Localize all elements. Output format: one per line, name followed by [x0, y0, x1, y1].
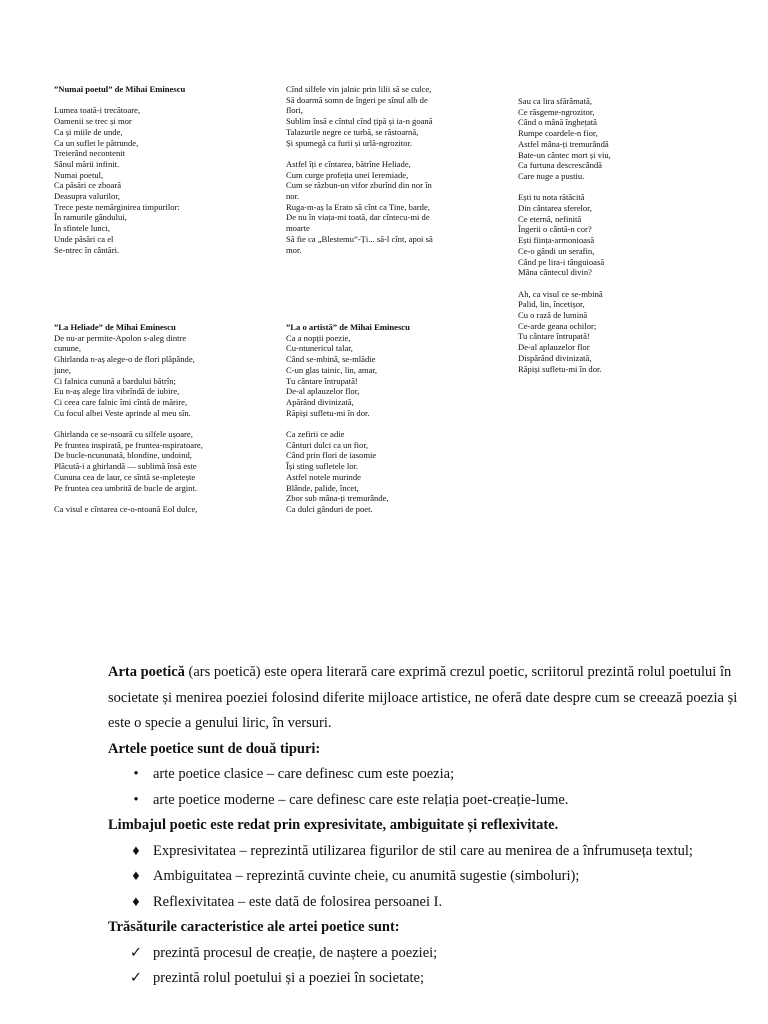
poem-line: Pe fruntea cea umbrită de bucle de argint. — [54, 482, 198, 493]
poem-line: Și spumegă ca furii și urlă-ngrozitor. — [286, 137, 413, 148]
poem-line: Tu cântare întrupată! — [518, 331, 590, 342]
poem-line: june, — [54, 364, 71, 375]
intro-text: (ars poetică) este opera literară care exprimă crezul poetic, scriitorul prezintă rolul poetului în societate și menirea poeziei folosind diferite mijloace artistice, ne oferă date despre cum se creează poezia și este o specie a genului liric, în versuri. — [108, 664, 738, 731]
poem-line: Cu o rază de lumină — [518, 310, 588, 321]
poem-line: Ești tu nota rătăcită — [518, 192, 585, 203]
poem-title: ”La o artistă” de Mihai Eminescu — [286, 322, 410, 332]
poem-line: Bate-un cântec mort și viu, — [518, 149, 611, 160]
poem-line: Dispărând divinizată, — [518, 352, 592, 363]
list-item-text: prezintă procesul de creație, de naștere a poeziei; — [153, 944, 438, 961]
poem-line: Ca visul e cîntarea ce-o-ntoană Eol dulce, — [54, 503, 198, 514]
bullet-icon: • — [133, 766, 139, 782]
poem-line: Plăcută-i a ghirlandă — sublimă însă este — [54, 461, 197, 472]
diamond-bullet-icon: ♦ — [132, 842, 140, 859]
poem-line: Apărând divinizată, — [286, 396, 354, 407]
poem-line: Ca furtuna descrescândă — [518, 160, 602, 171]
poem-line: Îngerii o cântă-n cor? — [518, 224, 592, 235]
checkmark-icon: ✓ — [129, 970, 143, 986]
poem-line: Sânul mării infinit. — [54, 158, 120, 169]
poem-line: Când se-mbină, se-mlădie — [286, 354, 376, 365]
types-heading: Artele poetice sunt de două tipuri: — [108, 740, 321, 757]
poem-line: Ruga-m-aș la Erato să cînt ca Tine, barde, — [286, 201, 430, 212]
list-item — [108, 788, 748, 814]
poem-line: Ce-o gândi un serafin, — [518, 245, 595, 256]
poem-line: Cum se răzbun-un vifor zburînd din nor în — [286, 180, 432, 191]
poem-line: Sau ca lira sfărâmată, — [518, 96, 592, 106]
poem-line: Lumea toată-i trecătoare, — [54, 105, 141, 116]
poem-line: mor. — [286, 244, 302, 255]
poem-line: Talazurile negre ce turbă, se răstoarnă, — [286, 126, 419, 137]
poem-line: Cununa cea de laur, ce sîntă se-mpletește — [54, 471, 196, 482]
intro-paragraph — [108, 660, 748, 737]
poem-line: Din cântarea sferelor, — [518, 203, 592, 214]
poem-line: Cum curge profeția unei Ieremiade, — [286, 169, 409, 180]
poem-line: Ce răsgeme-ngrozitor, — [518, 106, 595, 117]
poem-line: Care nuge a pustiu. — [518, 170, 585, 181]
poem-line: Mâna cântecul divin? — [518, 267, 592, 278]
poem-la-heliade — [54, 322, 269, 515]
poem-line: moarte — [286, 223, 310, 234]
poem-line: Își sting sufletele lor. — [286, 461, 359, 472]
poem-line: Răpiși sufletu-mi în dor. — [518, 363, 602, 374]
poem-line: Ca a nopții poezie, — [286, 332, 351, 343]
poem-line: Să fie ca „Blestemu”-Ți... să-l cînt, apoi să — [286, 233, 433, 244]
poem-line: Ci falnica cunună a bardului bătrîn; — [54, 375, 176, 386]
poem-line: Cânturi dulci ca un fior, — [286, 439, 368, 450]
list-item-text: arte poetice moderne – care definesc care este relația poet-creație-lume. — [153, 791, 569, 808]
poem-line: Răpiși sufletu-mi în dor. — [286, 407, 370, 418]
poem-la-o-artista — [286, 322, 501, 515]
poem-line: Când o mână înghețată — [518, 117, 597, 128]
poem-line: Ești ființa-armonioasă — [518, 235, 595, 246]
poem-line: Treierând necontenit — [54, 148, 126, 159]
poem-line: cunune, — [54, 343, 81, 354]
checkmark-icon: ✓ — [129, 944, 143, 961]
poem-line: De nu în viața-mi toată, dar cîntecu-mi de — [286, 212, 430, 223]
language-heading: Limbajul poetic este redat prin expresivitate, ambiguitate și reflexivitate. — [108, 817, 559, 833]
poem-line: Ca păsări ce zboară — [54, 180, 122, 191]
poem-line: Când prin flori de iasomie — [286, 450, 377, 461]
list-item — [108, 762, 748, 788]
poem-line: Astfel mâna-ți tremurândă — [518, 138, 609, 149]
poem-line: Ca dulci gânduri de poet. — [286, 503, 373, 514]
poem-line: Pe fruntea inspirată, pe fruntea-nspiratoare, — [54, 439, 203, 450]
poem-line: Tu cântare întrupată! — [286, 375, 358, 386]
term-arta-poetica: Arta poetică — [108, 664, 185, 680]
list-item-text: Reflexivitatea – este dată de folosirea persoanei I. — [153, 893, 443, 910]
poem-line: Ca un suflet le pătrunde, — [54, 137, 139, 148]
poem-line: Cînd silfele vin jalnic prin lilii să se culce, — [286, 84, 432, 94]
list-item — [108, 864, 748, 890]
poem-line: Astfel notele murinde — [286, 471, 361, 482]
poem-line: Cu-ntunericul talar, — [286, 343, 353, 354]
poem-line: Ce eternă, nefinită — [518, 213, 582, 224]
poem-line: Ah, ca visul ce se-mbină — [518, 288, 603, 299]
poem-line: De-al aplauzelor flor — [518, 342, 590, 353]
poem-line: flori, — [286, 105, 303, 116]
poem-line: Eu n-aș alege lira vibrîndă de iubire, — [54, 386, 180, 397]
poem-line: Zbor sub mâna-ți tremurânde, — [286, 493, 389, 504]
poem-line: Cu focul albei Veste aprinde al meu sîn. — [54, 407, 191, 418]
poem-line: Să doarmă somn de îngeri pe sînul alb de — [286, 94, 428, 105]
diamond-bullet-icon: ♦ — [132, 893, 140, 910]
poem-line: Astfel îți e cîntarea, bătrîne Heliade, — [286, 158, 411, 169]
poem-line: Deasupra valurilor, — [54, 191, 120, 202]
poem-line: Oamenii se trec și mor — [54, 116, 132, 127]
poem-line: Ghirlanda n-aș alege-o de flori plăpânde, — [54, 354, 195, 365]
poem-line: Palid, lin, încetișor, — [518, 299, 585, 310]
poem-line: Ca zefirii ce adie — [286, 429, 345, 440]
poem-line: Rumpe coardele-n fior, — [518, 128, 598, 139]
list-item — [108, 839, 748, 865]
list-item — [108, 966, 748, 992]
ars-poetica-essay — [108, 660, 748, 992]
list-item — [108, 941, 748, 967]
poem-line: Ghirlanda ce se-nsoară cu silfele ușoare, — [54, 429, 193, 440]
list-item-text: Ambiguitatea – reprezintă cuvinte cheie, cu anumită sugestie (simboluri); — [153, 868, 580, 884]
list-item — [108, 890, 748, 916]
diamond-bullet-icon: ♦ — [132, 868, 140, 884]
poem-title: ”Numai poetul” de Mihai Eminescu — [54, 84, 186, 94]
poem-line: Când pe lira-i tânguioasă — [518, 256, 605, 267]
poem-line: Trece peste nemărginirea timpurilor: — [54, 201, 180, 212]
traits-heading: Trăsăturile caracteristice ale artei poetice sunt: — [108, 919, 400, 935]
poem-line: În sfintele lunci, — [54, 223, 111, 234]
poem-line: Unde păsări ca el — [54, 233, 114, 244]
poem-numai-poetul — [54, 84, 269, 255]
list-item-text: arte poetice clasice – care definesc cum este poezia; — [153, 766, 455, 782]
poem-line: Ca și miile de unde, — [54, 126, 123, 137]
poem-line: C-un glas tainic, lin, amar, — [286, 364, 378, 375]
poem-title: ”La Heliade” de Mihai Eminescu — [54, 322, 176, 332]
poem-la-o-artista-continued — [518, 96, 733, 374]
poem-line: Ci ceea care falnic îmi cîntă de mărire, — [54, 396, 188, 407]
poem-line: Sublim însă e cîntul cînd țipă și ia-n goană — [286, 116, 433, 127]
poem-line: În ramurile gândului, — [54, 212, 127, 223]
poem-line: Se-ntrec în cântări. — [54, 244, 120, 255]
poem-line: Blânde, palide, încet, — [286, 482, 359, 493]
list-item-text: Expresivitatea – reprezintă utilizarea figurilor de stil care au menirea de a înfrumuseța textul; — [153, 842, 693, 859]
poem-line: De-al aplauzelor flor, — [286, 386, 360, 397]
poem-line: Ce-arde geana ochilor; — [518, 320, 597, 331]
bullet-icon: • — [133, 791, 139, 808]
poem-line: nor. — [286, 191, 300, 202]
poem-la-heliade-continued — [286, 84, 501, 255]
poem-line: De bucle-ncununată, blondine, undoind, — [54, 450, 192, 461]
poem-line: Numai poetul, — [54, 169, 104, 180]
list-item-text: prezintă rolul poetului și a poeziei în societate; — [153, 970, 424, 986]
poem-line: De nu-ar permite-Apolon s-aleg dintre — [54, 332, 187, 343]
